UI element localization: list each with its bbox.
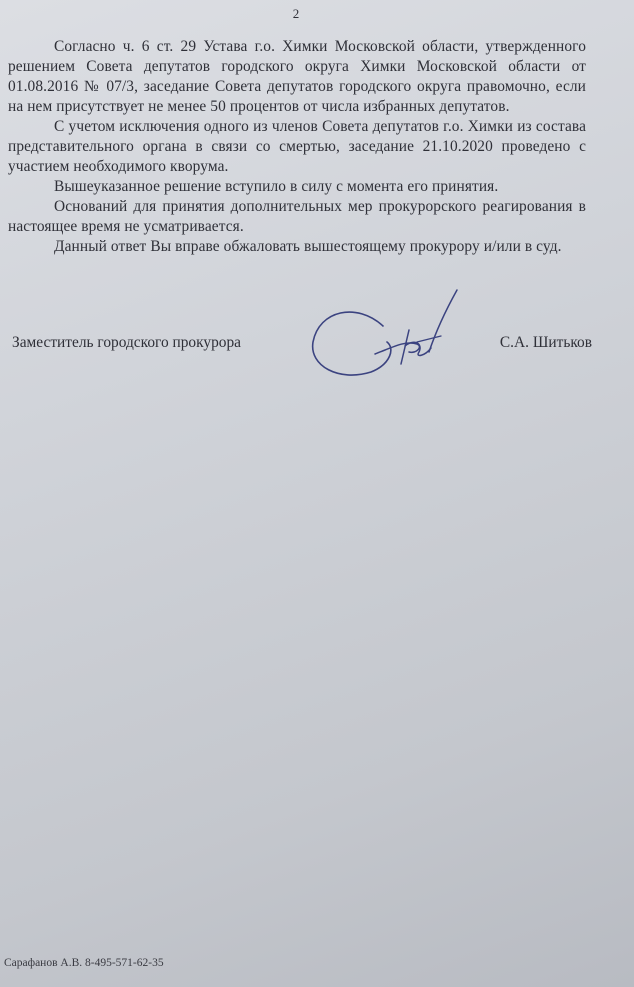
page-number: 2 bbox=[292, 6, 300, 21]
paragraph-decision-effective: Вышеуказанное решение вступило в силу с момента его принятия. bbox=[54, 178, 499, 195]
paragraph-no-measures: Оснований для принятия дополнительных мер прокурорского реагирования в настоящее время не усматривается. bbox=[8, 198, 586, 235]
executor-contact: Сарафанов А.В. 8-495-571-62-35 bbox=[4, 957, 164, 969]
signature-row bbox=[12, 334, 592, 356]
letter-body bbox=[8, 37, 586, 257]
paragraph-charter-quorum: Согласно ч. 6 ст. 29 Устава г.о. Химки Московской области, утвержденного решением Совета депутатов городского округа Химки Московской области от 01.08.2016 № 07/3, заседание Совета депутатов городского округа правомочно, если на нем присутствует не менее 50 процентов от числа избранных депутатов. bbox=[8, 38, 586, 115]
paragraph-appeal-rights: Данный ответ Вы вправе обжаловать вышестоящему прокурору и/или в суд. bbox=[54, 238, 562, 255]
paragraph-meeting-quorum: С учетом исключения одного из членов Совета депутатов г.о. Химки из состава представительного органа в связи со смертью, заседание 21.10.2020 проведено с участием необходимого кворума. bbox=[8, 118, 586, 175]
signer-name: С.А. Шитьков bbox=[499, 334, 592, 351]
signer-title: Заместитель городского прокурора bbox=[12, 334, 241, 351]
